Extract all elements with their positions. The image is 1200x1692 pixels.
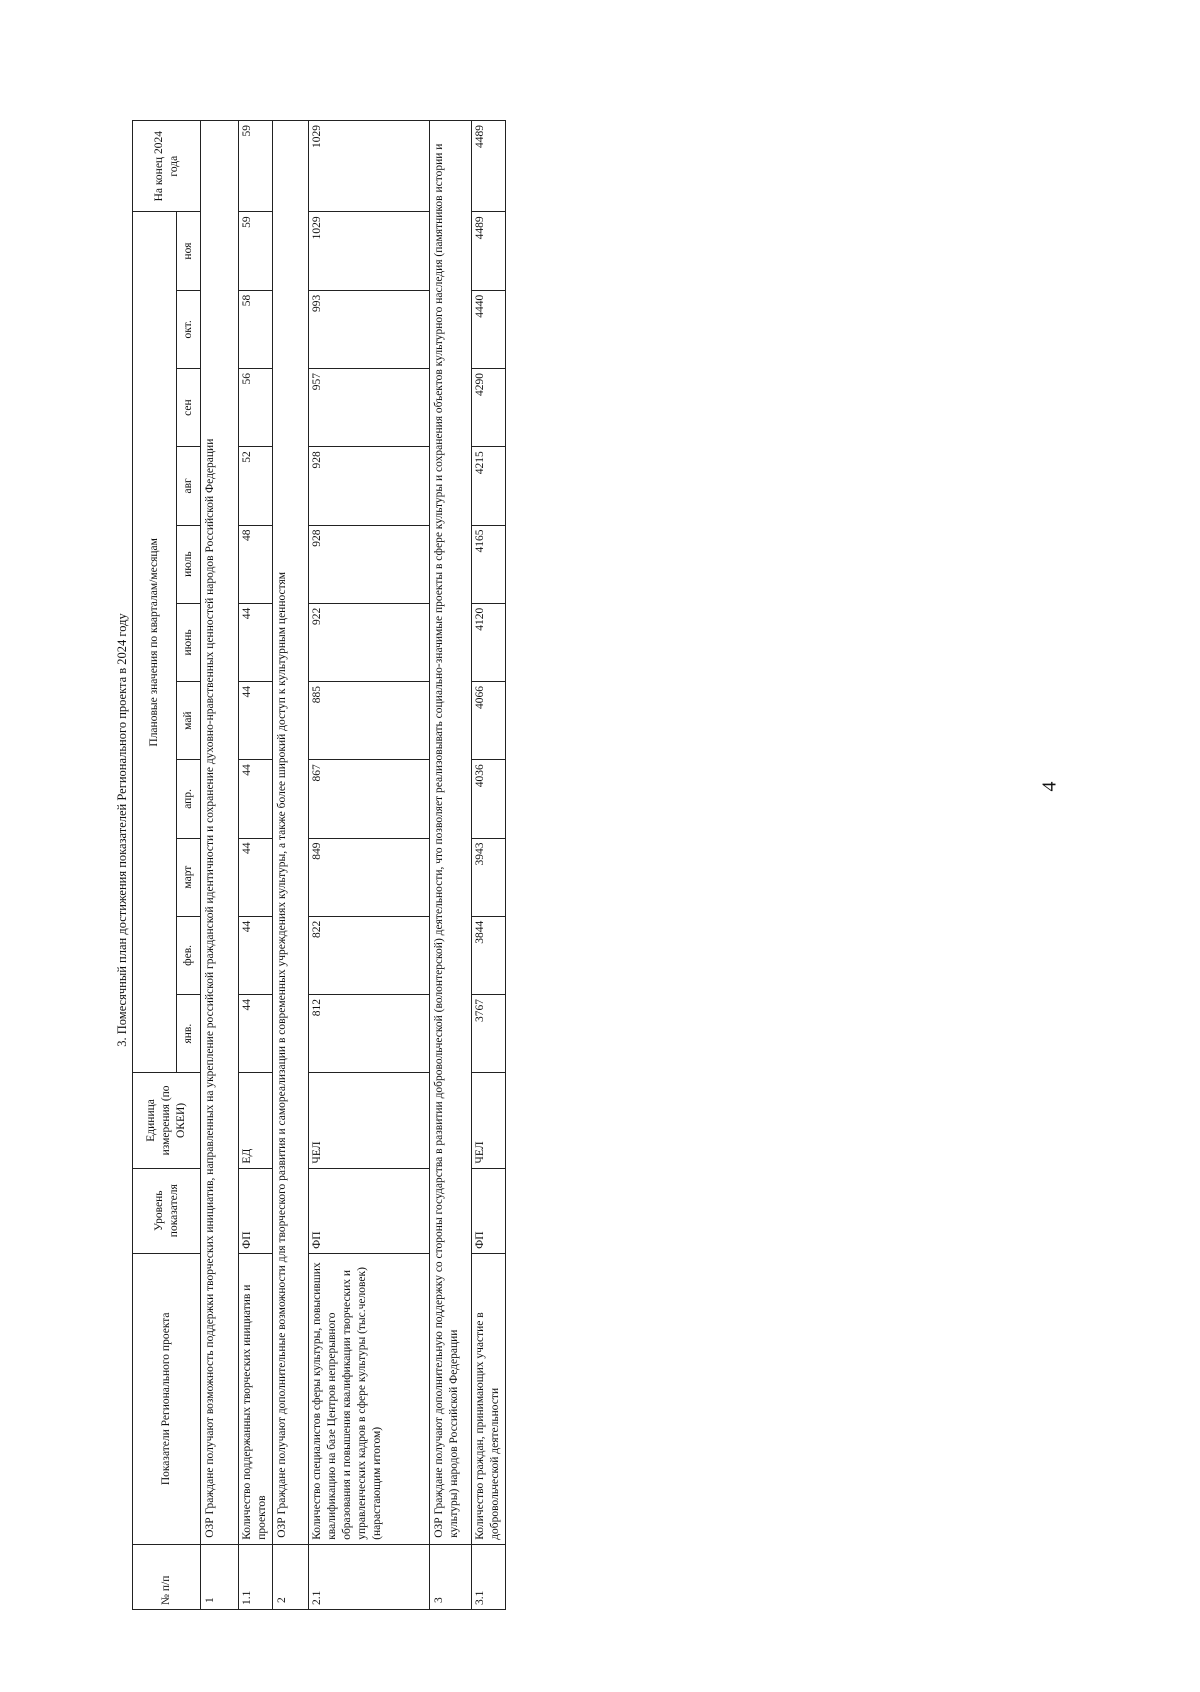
indicator-level: ФП xyxy=(239,1168,273,1253)
month-value: 849 xyxy=(309,838,430,916)
section-row xyxy=(430,121,472,1610)
indicator-name: Количество специалистов сферы культуры, повысивших квалификацию на базе Центров непрерывного образования и повышения квалификации творческих и управленческих кадров в сфере культуры (тыс.человек) (нарастающим итогом) xyxy=(309,1253,430,1544)
table-row xyxy=(239,121,273,1610)
header-month: апр. xyxy=(177,760,201,838)
month-value: 4036 xyxy=(472,760,506,838)
header-month: авг xyxy=(177,447,201,525)
header-month: окт. xyxy=(177,290,201,368)
month-value: 922 xyxy=(309,603,430,681)
indicator-level: ФП xyxy=(472,1168,506,1253)
month-value: 4215 xyxy=(472,447,506,525)
header-month: июль xyxy=(177,525,201,603)
month-value: 48 xyxy=(239,525,273,603)
header-month: ноя xyxy=(177,212,201,290)
section-num: 2 xyxy=(273,1544,309,1609)
header-month: июнь xyxy=(177,603,201,681)
header-indicator: Показатели Регионального проекта xyxy=(133,1253,201,1544)
month-value: 44 xyxy=(239,916,273,994)
section-text: ОЗР Граждане получают дополнительную поддержку со стороны государства в развитии добровольческой (волонтерской) деятельности, что позволяет реализовывать социально-значимые проекты в сфере культуры и сохранения объектов культурного наследия (памятников истории и культуры) народов Российской Федерации xyxy=(430,121,472,1545)
month-value: 56 xyxy=(239,369,273,447)
month-value: 867 xyxy=(309,760,430,838)
month-value: 1029 xyxy=(309,212,430,290)
month-value: 4489 xyxy=(472,212,506,290)
month-value: 44 xyxy=(239,682,273,760)
table-row xyxy=(472,121,506,1610)
header-month: янв. xyxy=(177,995,201,1073)
month-value: 44 xyxy=(239,995,273,1073)
header-num: № п/п xyxy=(133,1544,201,1609)
month-value: 58 xyxy=(239,290,273,368)
section-num: 1 xyxy=(201,1544,239,1609)
section-num: 3 xyxy=(430,1544,472,1609)
header-month: фев. xyxy=(177,916,201,994)
page-number: 4 xyxy=(1038,781,1061,792)
month-value: 885 xyxy=(309,682,430,760)
month-value: 3943 xyxy=(472,838,506,916)
row-num: 2.1 xyxy=(309,1544,430,1609)
month-value: 44 xyxy=(239,603,273,681)
month-value: 59 xyxy=(239,212,273,290)
row-num: 3.1 xyxy=(472,1544,506,1609)
month-value: 52 xyxy=(239,447,273,525)
month-value: 4120 xyxy=(472,603,506,681)
end-of-year-value: 59 xyxy=(239,121,273,212)
indicator-level: ФП xyxy=(309,1168,430,1253)
month-value: 4290 xyxy=(472,369,506,447)
header-month: сен xyxy=(177,369,201,447)
indicator-plan-table xyxy=(132,120,506,1610)
header-unit: Единица измерения (по ОКЕИ) xyxy=(133,1073,201,1168)
month-value: 3844 xyxy=(472,916,506,994)
table-header-row xyxy=(133,121,177,1610)
section-row xyxy=(201,121,239,1610)
month-value: 4066 xyxy=(472,682,506,760)
end-of-year-value: 1029 xyxy=(309,121,430,212)
month-value: 4440 xyxy=(472,290,506,368)
header-month: март xyxy=(177,838,201,916)
month-value: 993 xyxy=(309,290,430,368)
indicator-unit: ЧЕЛ xyxy=(309,1073,430,1168)
month-value: 3767 xyxy=(472,995,506,1073)
month-value: 44 xyxy=(239,838,273,916)
rotated-page-content xyxy=(112,120,582,1610)
indicator-name: Количество граждан, принимающих участие в добровольческой деятельности xyxy=(472,1253,506,1544)
table-row xyxy=(309,121,430,1610)
end-of-year-value: 4489 xyxy=(472,121,506,212)
section-text: ОЗР Граждане получают возможность поддержки творческих инициатив, направленных на укрепление российской гражданской идентичности и сохранение духовно-нравственных ценностей народов Российской Федерации xyxy=(201,121,239,1545)
header-end-of-year: На конец 2024 года xyxy=(133,121,201,212)
document-title: 3. Помесячный план достижения показателей Регионального проекта в 2024 году xyxy=(115,613,129,1047)
month-value: 44 xyxy=(239,760,273,838)
month-value: 957 xyxy=(309,369,430,447)
section-row xyxy=(273,121,309,1610)
header-level: Уровень показателя xyxy=(133,1168,201,1253)
indicator-unit: ЕД xyxy=(239,1073,273,1168)
month-value: 812 xyxy=(309,995,430,1073)
indicator-unit: ЧЕЛ xyxy=(472,1073,506,1168)
row-num: 1.1 xyxy=(239,1544,273,1609)
header-plan: Плановые значения по кварталам/месяцам xyxy=(133,212,177,1073)
header-month: май xyxy=(177,682,201,760)
month-value: 928 xyxy=(309,447,430,525)
month-value: 4165 xyxy=(472,525,506,603)
month-value: 928 xyxy=(309,525,430,603)
indicator-name: Количество поддержанных творческих инициатив и проектов xyxy=(239,1253,273,1544)
section-text: ОЗР Граждане получают дополнительные возможности для творческого развития и самореализации в современных учреждениях культуры, а также более широкий доступ к культурным ценностям xyxy=(273,121,309,1545)
month-value: 822 xyxy=(309,916,430,994)
